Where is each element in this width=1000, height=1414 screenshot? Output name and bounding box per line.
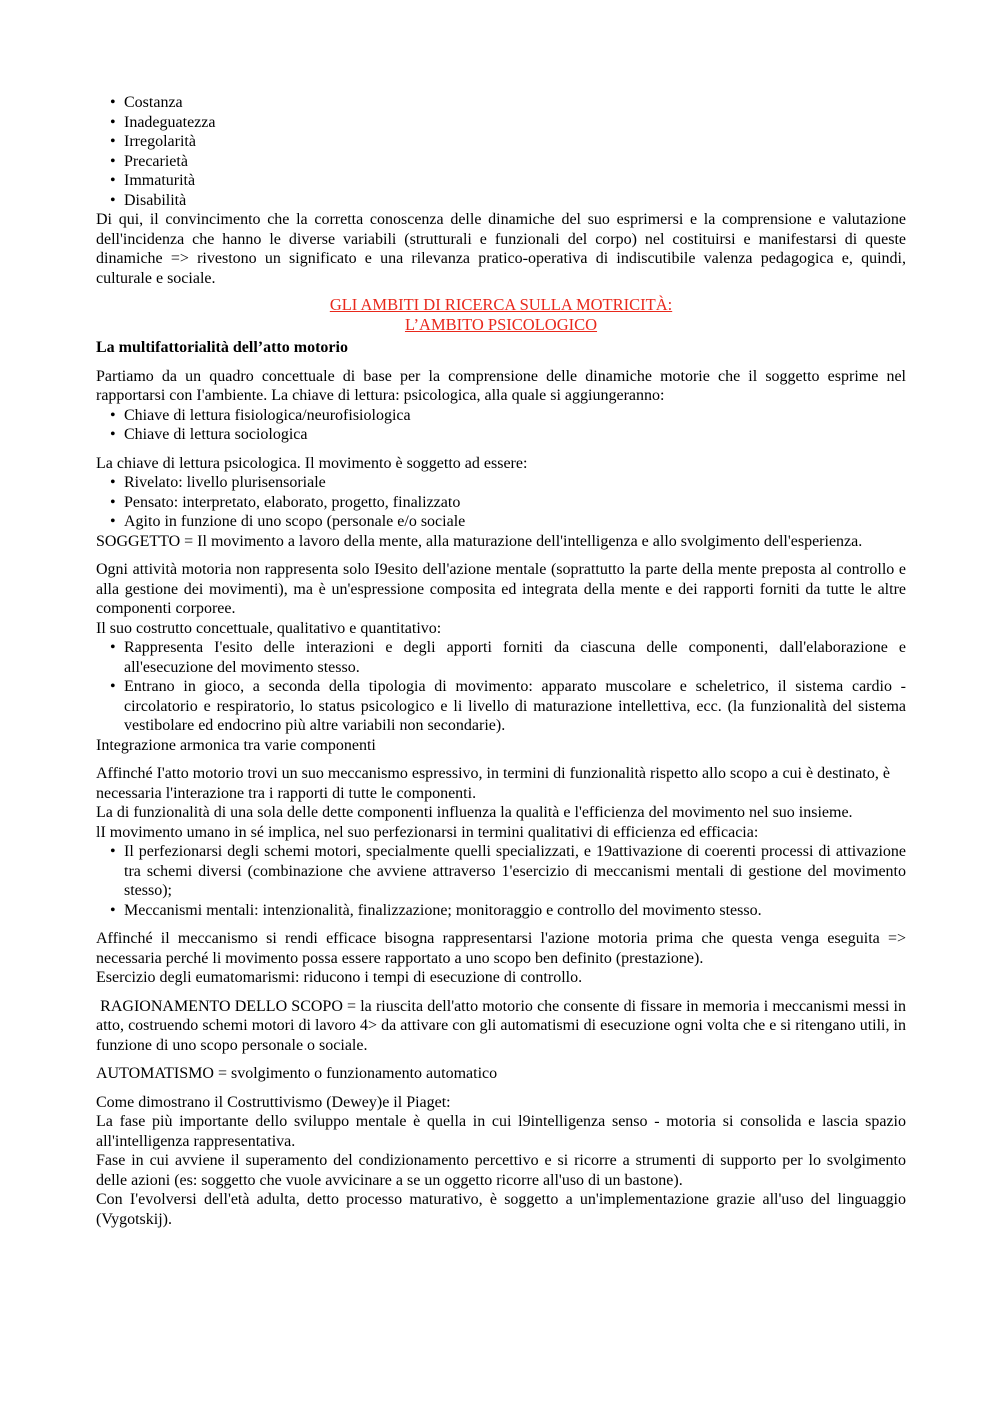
list-item: • Il perfezionarsi degli schemi motori, specialmente quelli specializzati, e 19attivazione di coerenti processi di attivazione tra schemi diversi (combinazione che avviene attraverso 1'esercizio di meccanismi mentali di gestione del movimento stesso); [96, 842, 906, 901]
paragraph: Il suo costrutto concettuale, qualitativo e quantitativo: [96, 619, 442, 637]
paragraph: Partiamo da un quadro concettuale di base per la comprensione delle dinamiche motorie che il soggetto esprime nel rapportarsi con I'ambiente. La chiave di lettura: psicologica, alla quale si aggiungeranno: [96, 367, 906, 404]
paragraph: Integrazione armonica tra varie componenti [96, 736, 376, 754]
list-item: • Immaturità [96, 171, 906, 191]
bullet-list [96, 406, 906, 445]
paragraph: Con I'evolversi dell'età adulta, detto processo maturativo, è soggetto a un'implementazione grazie all'uso del linguaggio (Vygotskij). [96, 1191, 906, 1228]
paragraph: La fase più importante dello sviluppo mentale è quella in cui l9intelligenza senso - motoria si consolida e lascia spazio all'intelligenza rappresentativa. [96, 1113, 906, 1150]
list-item: • Entrano in gioco, a seconda della tipologia di movimento: apparato muscolare e scheletrico, il sistema cardio - circolatorio e respiratorio, lo status psicologico e li livello di maturazione intellettiva, ecc. (la funzionalità del sistema vestibolare ed endocrino più altre variabili non secondarie). [96, 677, 906, 736]
bullet-list [96, 473, 906, 532]
paragraph: RAGIONAMENTO DELLO SCOPO = la riuscita dell'atto motorio che consente di fissare in memoria i meccanismi messi in atto, costruendo schemi motori di lavoro 4> da attivare con gli automatismi di esecuzione ogni volta che e si ritengano utili, in funzione di uno scopo personale o sociale. [96, 997, 911, 1054]
paragraph: Come dimostrano il Costruttivismo (Dewey)e il Piaget: [96, 1093, 451, 1111]
section-heading [96, 295, 906, 334]
list-item: • Pensato: interpretato, elaborato, progetto, finalizzato [96, 493, 906, 513]
paragraph: Di qui, il convincimento che la corretta conoscenza delle dinamiche del suo esprimersi e la comprensione e valutazione dell'incidenza che hanno le diverse variabili (strutturali e funzionali del corpo) nel costituirsi e manifestarsi di queste dinamiche => rivestono un significato e una rilevanza pratico-operativa di indiscutibile valenza pedagogica e, quindi, culturale e sociale. [96, 211, 906, 287]
list-item: • Precarietà [96, 152, 906, 172]
bullet-list [96, 638, 906, 736]
paragraph: Esercizio degli eumatomarismi: riducono i tempi di esecuzione di controllo. [96, 969, 583, 986]
list-item: • Irregolarità [96, 132, 906, 152]
document-page [96, 93, 911, 1229]
list-item: • Disabilità [96, 191, 906, 211]
intro-bullet-list [96, 93, 906, 210]
paragraph: Affinché I'atto motorio trovi un suo meccanismo espressivo, in termini di funzionalità rispetto allo scopo a cui è destinato, è necessaria l'interazione tra i rapporti di tutte le componenti. [96, 765, 890, 802]
paragraph: Fase in cui avviene il superamento del condizionamento percettivo e si ricorre a strumenti di supporto per lo svolgimento delle azioni (es: soggetto che vuole avvicinare a se un oggetto ricorre all'uso di un bastone). [96, 1152, 906, 1189]
paragraph: AUTOMATISMO = svolgimento o funzionamento automatico [96, 1065, 498, 1082]
heading-line: GLI AMBITI DI RICERCA SULLA MOTRICITÀ: [329, 295, 673, 314]
list-item: • Inadeguatezza [96, 113, 906, 133]
list-item: • Rappresenta I'esito delle interazioni e degli apporti forniti da ciascuna delle componenti, dall'elaborazione e all'esecuzione del movimento stesso. [96, 638, 906, 677]
paragraph: La di funzionalità di una sola delle dette componenti influenza la qualità e l'efficienza del movimento nel suo insieme. [96, 804, 853, 821]
list-item: • Meccanismi mentali: intenzionalità, finalizzazione; monitoraggio e controllo del movimento stesso. [96, 901, 906, 921]
paragraph: Ogni attività motoria non rappresenta solo I9esito dell'azione mentale (soprattutto la parte della mente preposta al controllo e alla gestione dei movimenti), ma è un'espressione composita ed integrata della mente e dei rapporti forniti da tutte le altre componenti corporee. [96, 561, 906, 617]
heading-line: L’AMBITO PSICOLOGICO [404, 314, 598, 334]
bullet-list [96, 842, 906, 920]
list-item: • Chiave di lettura sociologica [96, 425, 906, 445]
paragraph: lI movimento umano in sé implica, nel suo perfezionarsi in termini qualitativi di efficienza ed efficacia: [96, 823, 759, 841]
paragraph: Affinché il meccanismo si rendi efficace bisogna rappresentarsi l'azione motoria prima che questa venga eseguita => necessaria perché li movimento possa essere rapportato a uno scopo ben definito (prestazione). [96, 930, 906, 967]
list-item: • Agito in funzione di uno scopo (personale e/o sociale [96, 512, 906, 532]
list-item: • Chiave di lettura fisiologica/neurofisiologica [96, 406, 906, 426]
paragraph: SOGGETTO = Il movimento a lavoro della mente, alla maturazione dell'intelligenza e allo svolgimento dell'esperienza. [96, 532, 863, 550]
section-title: La multifattorialità dell’atto motorio [96, 339, 348, 356]
list-item: • Rivelato: livello plurisensoriale [96, 473, 906, 493]
list-item: • Costanza [96, 93, 906, 113]
paragraph: La chiave di lettura psicologica. Il movimento è soggetto ad essere: [96, 454, 528, 472]
